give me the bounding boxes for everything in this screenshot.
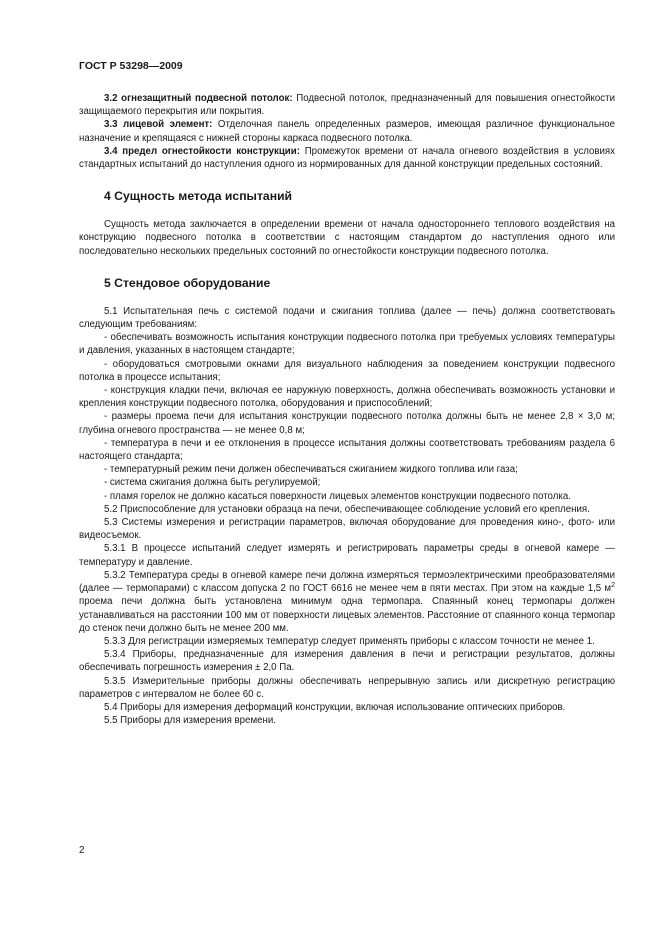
paragraph-5-4: 5.4 Приборы для измерения деформаций конструкции, включая использование оптических приборов. — [104, 701, 566, 713]
section-5-title: 5 Стендовое оборудование — [104, 275, 271, 290]
section-4-text: Сущность метода заключается в определении времени от начала одностороннего теплового воздействия на конструкцию подвесного потолка в соответствии с настоящим стандартом до наступления одного или последовательно нескольких предельных состояний по огнестойкости конструкции подвесного потолка. — [79, 219, 615, 257]
requirement-item: - система сжигания должна быть регулируемой; — [104, 477, 321, 489]
requirement-item: - оборудоваться смотровыми окнами для визуального наблюдения за поведением конструкции подвесного потолка в процессе испытания; — [79, 358, 615, 383]
superscript: 2 — [611, 581, 615, 589]
definition-3-2 — [79, 92, 615, 118]
paragraph-5-3: 5.3 Системы измерения и регистрации параметров, включая оборудование для проведения кино-, фото- или видеосъемок. — [79, 517, 615, 542]
paragraph-5-3-5: 5.3.5 Измерительные приборы должны обеспечивать непрерывную запись или дискретную регистрацию параметров с интервалом не более 60 с. — [79, 675, 615, 700]
paragraph-5-3-4: 5.3.4 Приборы, предназначенные для измерения давления в печи и регистрации результатов, должны обеспечивать погрешность измерения ± 2,0 Па. — [79, 649, 615, 674]
paragraph-5-3-2 — [79, 569, 615, 635]
page-content — [79, 92, 615, 727]
definition-term: 3.4 предел огнестойкости конструкции: — [104, 145, 300, 157]
paragraph-5-3-2-part-b: проема печи должна быть установлена минимум одна термопара. Спаянный конец термопары должен устанавливаться на расстоянии 100 мм от поверхности лицевых элементов. Расстояние от спаянного конца термопар до стенок печи должно быть не менее 200 мм. — [79, 596, 615, 634]
definition-text: Отделочная панель определенных размеров, имеющая различное функциональное назначение и крепящаяся с нижней стороны каркаса подвесного потолка. — [79, 119, 615, 144]
definition-text: Подвесной потолок, предназначенный для повышения огнестойкости защищаемого перекрытия или покрытия. — [79, 93, 615, 118]
standard-header: ГОСТ Р 53298—2009 — [79, 60, 183, 72]
requirement-item: - пламя горелок не должно касаться поверхности лицевых элементов конструкции подвесного потолка. — [104, 490, 571, 502]
requirement-item: - обеспечивать возможность испытания конструкции подвесного потолка при требуемых условиях температуры и давления, указанных в настоящем стандарте; — [79, 332, 615, 357]
requirement-item: - конструкция кладки печи, включая ее наружную поверхность, должна обеспечивать возможность установки и крепления конструкции подвесного потолка, оборудования и приспособлений; — [79, 385, 615, 410]
requirement-item: - температурный режим печи должен обеспечиваться сжиганием жидкого топлива или газа; — [104, 464, 518, 476]
page-number: 2 — [79, 845, 85, 856]
definition-text: Промежуток времени от начала огневого воздействия в условиях стандартных испытаний до наступления одного из нормированных для данной конструкции предельных состояний. — [79, 145, 615, 171]
definition-term: 3.3 лицевой элемент: — [104, 119, 213, 131]
paragraph-5-3-2-part-a: 5.3.2 Температура среды в огневой камере печи должна измеряться термоэлектрическими преобразователями (далее — термопарами) с классом допуска 2 по ГОСТ 6616 не менее чем в пяти местах. При этом на каждые 1,5 м — [79, 569, 615, 595]
definition-term: 3.2 огнезащитный подвесной потолок: — [104, 93, 293, 104]
requirement-item: - размеры проема печи для испытания конструкции подвесного потолка должны быть не менее 2,8 × 3,0 м; глубина огневого пространства — не менее 0,8 м; — [79, 411, 615, 436]
definition-3-3 — [79, 118, 615, 144]
paragraph-5-3-1: 5.3.1 В процессе испытаний следует измерять и регистрировать параметры среды в огневой камере — температуру и давление. — [79, 543, 615, 568]
paragraph-5-2: 5.2 Приспособление для установки образца на печи, обеспечивающее соблюдение условий его крепления. — [104, 503, 590, 515]
requirement-item: - температура в печи и ее отклонения в процессе испытания должны соответствовать требованиям раздела 6 настоящего стандарта; — [79, 437, 615, 463]
definition-3-4 — [79, 145, 615, 171]
paragraph-5-5: 5.5 Приборы для измерения времени. — [104, 715, 276, 727]
paragraph-5-3-3: 5.3.3 Для регистрации измеряемых температур следует применять приборы с классом точности не менее 1. — [104, 635, 595, 647]
paragraph-5-1: 5.1 Испытательная печь с системой подачи и сжигания топлива (далее — печь) должна соответствовать следующим требованиям: — [79, 305, 615, 331]
section-4-title: 4 Сущность метода испытаний — [104, 189, 293, 204]
